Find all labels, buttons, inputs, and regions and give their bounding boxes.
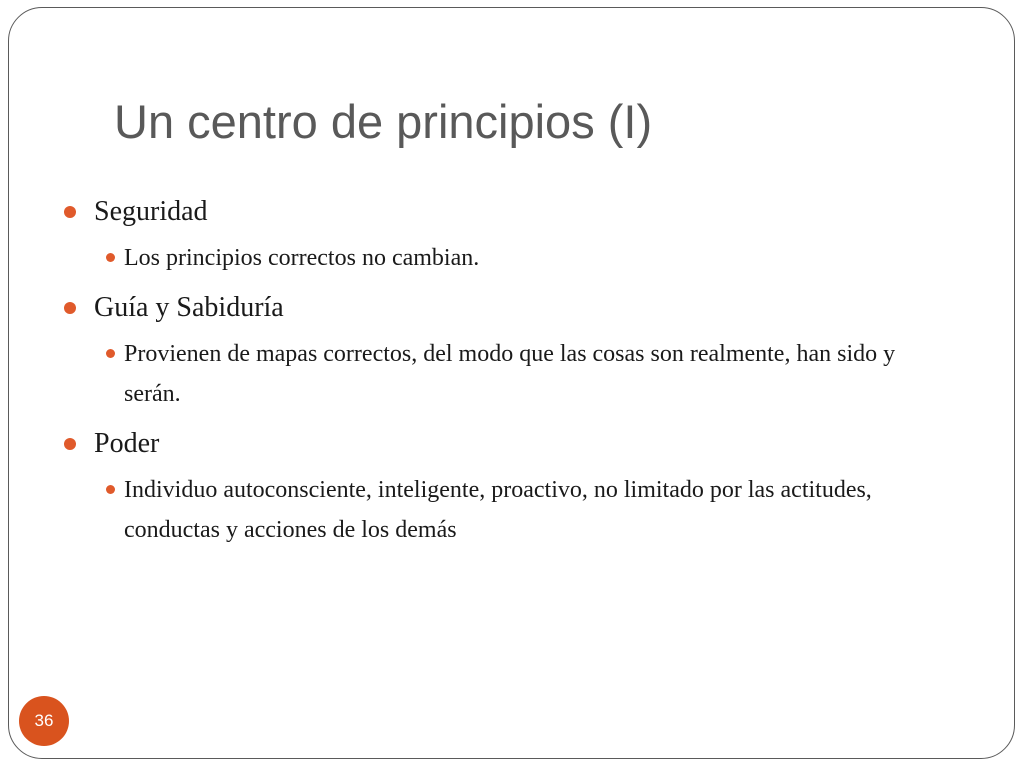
bullet-item-seguridad [64,192,924,232]
sub-bullet-dot-icon [106,349,115,358]
bullet-list [64,192,924,560]
sub-bullet-item [94,334,924,414]
bullet-text: Guía y Sabiduría [94,292,284,323]
sub-bullet-dot-icon [106,485,115,494]
bullet-item-guia-sabiduria [64,288,924,328]
bullet-text: Seguridad [94,196,208,227]
page-number-badge: 36 [19,696,69,746]
slide [8,7,1015,759]
sub-bullet-item [94,470,924,550]
sub-bullet-item [94,238,924,278]
bullet-dot-icon [64,438,76,450]
sub-bullet-dot-icon [106,253,115,262]
bullet-item-poder [64,424,924,464]
sub-bullet-text: Individuo autoconsciente, inteligente, proactivo, no limitado por las actitudes, conductas y acciones de los demás [124,477,872,543]
bullet-dot-icon [64,302,76,314]
slide-title: Un centro de principios (I) [114,95,653,148]
bullet-text: Poder [94,428,160,459]
bullet-dot-icon [64,206,76,218]
sub-bullet-text: Los principios correctos no cambian. [124,245,480,271]
sub-bullet-text: Provienen de mapas correctos, del modo que las cosas son realmente, han sido y serán. [124,341,896,407]
